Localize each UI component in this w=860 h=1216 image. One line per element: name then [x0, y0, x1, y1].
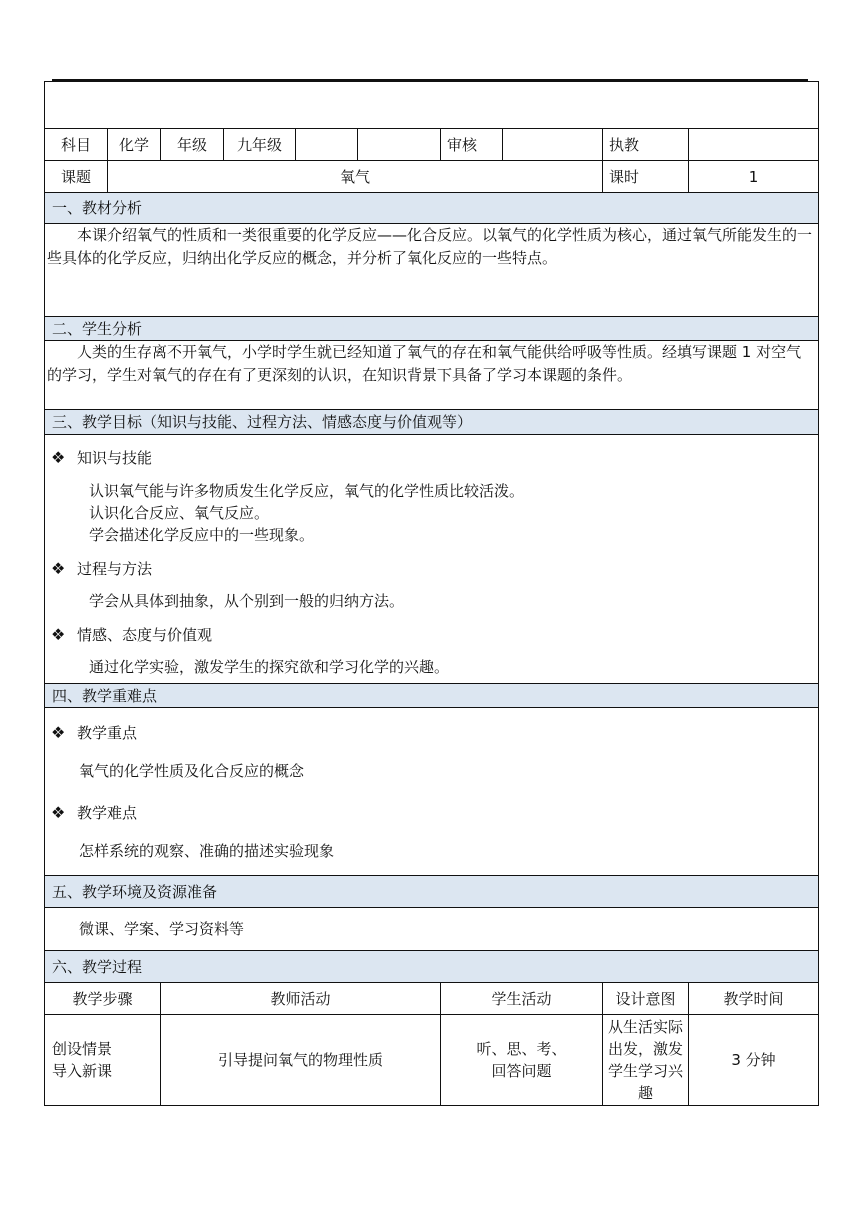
col-teacher-header: 教师活动 — [161, 983, 441, 1015]
col-time-header: 教学时间 — [689, 983, 819, 1015]
time-cell: 3 分钟 — [689, 1015, 819, 1106]
objective-line: 学会从具体到抽象，从个别到一般的归纳方法。 — [89, 592, 405, 610]
resources-text: 微课、学案、学习资料等 — [45, 908, 819, 951]
design-intent-cell — [603, 1015, 689, 1106]
teacher-activity-cell: 引导提问氧气的物理性质 — [161, 1015, 441, 1106]
process-row — [45, 1015, 819, 1106]
difficult-point-heading — [51, 800, 812, 826]
objectives-content — [45, 435, 819, 684]
diamond-bullet-icon: ❖ — [51, 723, 66, 742]
subject-label: 科目 — [45, 129, 108, 161]
objective-heading-label: 情感、态度与价值观 — [77, 626, 213, 644]
teacher-label: 执教 — [603, 129, 689, 161]
grade-value: 九年级 — [224, 129, 296, 161]
section-title-key-points: 四、教学重难点 — [45, 684, 819, 708]
topic-label: 课题 — [45, 161, 108, 193]
section-title-resources: 五、教学环境及资源准备 — [45, 876, 819, 908]
diamond-bullet-icon: ❖ — [51, 559, 66, 578]
intent-text: 学生学习兴趣 — [607, 1062, 683, 1102]
empty-cell — [296, 129, 358, 161]
topic-row — [45, 161, 819, 193]
objective-line: 学会描述化学反应中的一些现象。 — [89, 526, 315, 544]
objective-heading-attitude — [51, 622, 812, 648]
objective-line: 认识化合反应、氧气反应。 — [89, 504, 270, 522]
blank-header-row — [45, 82, 819, 129]
student-text: 回答问题 — [491, 1062, 552, 1080]
col-intent-header: 设计意图 — [603, 983, 689, 1015]
info-row — [45, 129, 819, 161]
student-analysis-text: 人类的生存离不开氧气，小学时学生就已经知道了氧气的存在和氧气能供给呼吸等性质。经填写课题 1 对空气的学习，学生对氧气的存在有了更深刻的认识，在知识背景下具备了学习本课题的条件。 — [45, 341, 819, 410]
materials-analysis-text: 本课介绍氧气的性质和一类很重要的化学反应——化合反应。以氧气的化学性质为核心，通过氧气所能发生的一些具体的化学反应，归纳出化学反应的概念，并分析了氧化反应的一些特点。 — [45, 224, 819, 317]
student-activity-cell — [441, 1015, 603, 1106]
objective-heading-knowledge — [51, 445, 812, 471]
diamond-bullet-icon: ❖ — [51, 448, 66, 467]
key-points-content — [45, 708, 819, 876]
subject-value: 化学 — [108, 129, 161, 161]
intent-text: 从生活实际出发，激发 — [607, 1018, 683, 1058]
hours-value: 1 — [689, 161, 819, 193]
review-label: 审核 — [441, 129, 503, 161]
section-title-students: 二、学生分析 — [45, 317, 819, 341]
difficult-point-text: 怎样系统的观察、准确的描述实验现象 — [79, 842, 335, 860]
col-student-header: 学生活动 — [441, 983, 603, 1015]
section-title-objectives: 三、教学目标（知识与技能、过程方法、情感态度与价值观等） — [45, 410, 819, 435]
section-title-materials: 一、教材分析 — [45, 193, 819, 224]
difficult-point-heading-label: 教学难点 — [77, 804, 138, 822]
hours-label: 课时 — [603, 161, 689, 193]
col-step-header: 教学步骤 — [45, 983, 161, 1015]
diamond-bullet-icon: ❖ — [51, 803, 66, 822]
step-cell — [45, 1015, 161, 1106]
step-text: 创设情景 — [52, 1040, 113, 1058]
blank-header-cell — [45, 82, 819, 129]
student-text: 听、思、考、 — [476, 1040, 567, 1058]
objective-line: 通过化学实验，激发学生的探究欲和学习化学的兴趣。 — [89, 658, 450, 676]
review-value — [503, 129, 603, 161]
process-header-row — [45, 983, 819, 1015]
teacher-value — [689, 129, 819, 161]
objective-heading-process — [51, 556, 812, 582]
step-text: 导入新课 — [52, 1062, 113, 1080]
lesson-plan-table — [44, 81, 819, 1106]
objective-heading-label: 知识与技能 — [77, 449, 153, 467]
topic-value: 氧气 — [108, 161, 603, 193]
diamond-bullet-icon: ❖ — [51, 625, 66, 644]
section-title-process: 六、教学过程 — [45, 951, 819, 983]
objective-line: 认识氧气能与许多物质发生化学反应，氧气的化学性质比较活泼。 — [89, 482, 525, 500]
objective-heading-label: 过程与方法 — [77, 560, 153, 578]
empty-cell — [358, 129, 441, 161]
grade-label: 年级 — [161, 129, 224, 161]
key-point-heading — [51, 720, 812, 746]
key-point-text: 氧气的化学性质及化合反应的概念 — [79, 762, 305, 780]
key-point-heading-label: 教学重点 — [77, 724, 138, 742]
